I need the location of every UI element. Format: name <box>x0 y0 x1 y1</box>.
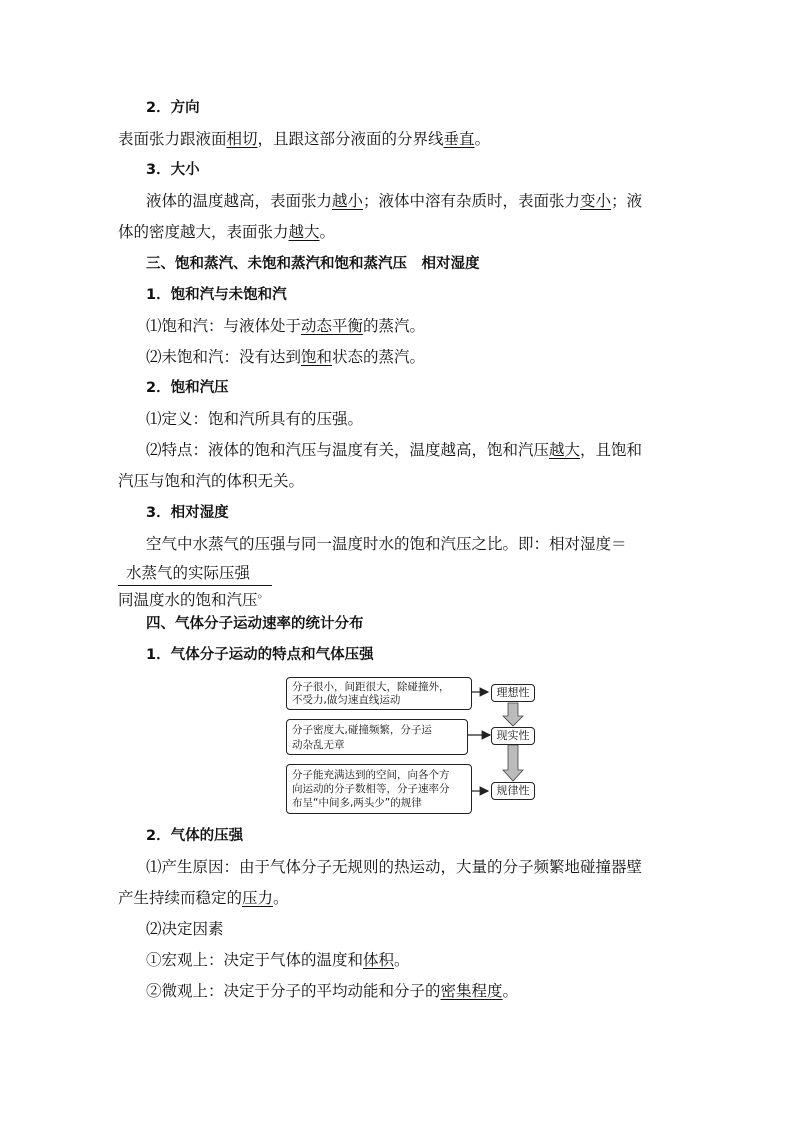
tag-regular: 规律性 <box>491 782 535 800</box>
answer-density: 密集程度 <box>440 982 503 1000</box>
text: 液体的温度越高，表面张力 <box>146 192 333 210</box>
text: 。 <box>394 951 410 969</box>
text: ；液体中溶有杂质时，表面张力 <box>363 192 581 210</box>
arrow-down-1 <box>503 703 523 726</box>
section-title-speed-distribution: 四、气体分子运动速率的统计分布 <box>146 616 364 632</box>
text: ，且饱和 <box>580 441 643 459</box>
diagram-box-statistical <box>286 764 472 814</box>
paragraph-features-line2: 汽压与饱和汽的体积无关。 <box>118 472 305 490</box>
period: 。 <box>257 586 270 600</box>
text: ，且跟这部分液面的分界线 <box>257 130 444 148</box>
answer-perpendicular: 垂直 <box>443 130 475 148</box>
heading-gas-pressure: 2．气体的压强 <box>146 828 244 844</box>
paragraph-relative-humidity: 空气中水蒸气的压强与同一温度时水的饱和汽压之比。即：相对湿度＝ <box>146 535 627 553</box>
answer-dynamic-equilibrium: 动态平衡 <box>301 317 364 335</box>
text: 。 <box>319 223 336 241</box>
heading-magnitude: 3．大小 <box>146 162 200 178</box>
text: ①宏观上：决定于气体的温度和 <box>146 951 364 969</box>
text: ⑴饱和汽：与液体处于 <box>146 317 302 335</box>
box-text: 布呈“中间多,两头少”的规律 <box>292 797 422 809</box>
box-text: 向运动的分子数相等，分子速率分 <box>292 783 450 795</box>
answer-volume: 体积 <box>363 951 395 969</box>
section-title-saturated-vapor: 三、饱和蒸汽、未饱和蒸汽和饱和蒸汽压 相对湿度 <box>146 256 480 272</box>
paragraph-definition: ⑴定义：饱和汽所具有的压强。 <box>146 410 364 428</box>
text: 。 <box>474 130 491 148</box>
heading-relative-humidity: 3．相对湿度 <box>146 505 229 521</box>
text: 的蒸汽。 <box>363 317 426 335</box>
arrow-down-2 <box>503 745 523 781</box>
text: ⑵特点：液体的饱和汽压与温度有关，温度越高，饱和汽压 <box>146 441 550 459</box>
heading-direction: 2．方向 <box>146 100 200 116</box>
text: 产生持续而稳定的 <box>118 889 243 907</box>
text: ⑵未饱和汽：没有达到 <box>146 348 302 366</box>
diagram-box-real <box>286 719 468 755</box>
answer-smaller: 越小 <box>332 192 364 210</box>
text: ；液 <box>611 192 643 210</box>
paragraph-micro <box>146 981 518 1001</box>
answer-tangent: 相切 <box>226 130 258 148</box>
box-text: 动杂乱无章 <box>292 739 345 751</box>
text: 体的密度越大，表面张力 <box>118 223 289 241</box>
heading-saturated-vs-unsaturated: 1．饱和汽与未饱和汽 <box>146 287 287 303</box>
text: 表面张力跟液面 <box>118 130 227 148</box>
tag-ideal: 理想性 <box>491 684 535 702</box>
diagram-box-ideal <box>286 677 472 710</box>
paragraph-factors: ⑵决定因素 <box>146 920 224 938</box>
answer-larger: 越大 <box>288 223 320 241</box>
answer-higher: 越大 <box>549 441 581 459</box>
paragraph-cause-line1: ⑴产生原因：由于气体分子无规则的热运动，大量的分子频繁地碰撞器壁 <box>146 858 643 876</box>
heading-saturated-vapor-pressure: 2．饱和汽压 <box>146 380 229 396</box>
paragraph-cause-line2 <box>118 888 289 908</box>
text: 状态的蒸汽。 <box>332 348 426 366</box>
answer-pressure: 压力 <box>242 889 274 907</box>
answer-saturated: 饱和 <box>301 348 333 366</box>
answer-decrease: 变小 <box>580 192 612 210</box>
text: 。 <box>273 889 289 907</box>
box-text: 分子密度大,碰撞频繁，分子运 <box>292 724 432 736</box>
text: 。 <box>502 982 519 1000</box>
text: 同温度水的饱和汽压 <box>118 591 258 609</box>
box-text: 分子能充满达到的空间，向各个方 <box>292 769 450 781</box>
paragraph-macro <box>146 950 410 970</box>
tag-real: 现实性 <box>491 727 535 745</box>
box-text: 分子很小，间距很大，除碰撞外， <box>292 681 450 693</box>
text: ②微观上：决定于分子的平均动能和分子的 <box>146 982 441 1000</box>
fraction-numerator: 水蒸气的实际压强 <box>118 561 272 586</box>
heading-molecular-motion: 1．气体分子运动的特点和气体压强 <box>146 647 374 663</box>
box-text: 不受力,做匀速直线运动 <box>292 694 401 706</box>
